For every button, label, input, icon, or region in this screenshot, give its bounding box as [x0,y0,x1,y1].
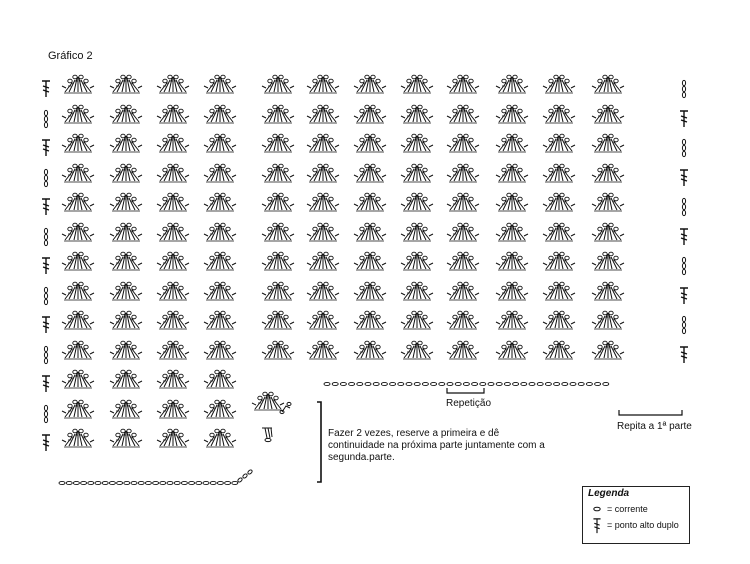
chain-icon [102,481,108,484]
chain-icon [95,481,101,484]
shell-stitch [447,75,479,93]
shell-stitch [204,105,236,123]
shell-stitch [307,223,339,241]
chain-icon [682,80,685,97]
shell-stitch [262,282,294,300]
shell-stitch [110,341,142,359]
chain-icon [59,481,65,484]
shell-stitch [496,164,528,182]
shell-stitch [447,134,479,152]
shell-stitch [447,193,479,211]
shell-stitch [401,134,433,152]
shell-stitch [110,193,142,211]
shell-stitch [354,311,386,329]
shell-stitch [157,134,189,152]
shell-stitch [262,193,294,211]
note-brace [317,402,321,482]
chain-icon [431,382,437,385]
shell-stitch [496,75,528,93]
double-crochet-icon [42,376,50,392]
chain-oval-icon [591,502,603,518]
shell-stitch [204,193,236,211]
chain-icon [521,382,527,385]
shell-stitch [354,193,386,211]
chain-icon [595,382,601,385]
chain-icon [324,382,330,385]
shell-stitch [307,252,339,270]
shell-stitch [447,252,479,270]
chain-icon [406,382,412,385]
chain-icon [373,382,379,385]
shell-stitch [110,311,142,329]
chain-icon [232,481,238,484]
chain-icon [189,481,195,484]
chain-icon [513,382,519,385]
shell-stitch [543,105,575,123]
shell-stitch [204,252,236,270]
shell-stitch [592,223,624,241]
chain-icon [463,382,469,385]
shell-stitch [543,252,575,270]
shell-stitch [110,134,142,152]
shell-stitch [62,164,94,182]
shell-stitch [204,223,236,241]
chain-icon [203,481,209,484]
shell-stitch [354,105,386,123]
shell-stitch [543,311,575,329]
shell-stitch [110,223,142,241]
shell-stitch [496,341,528,359]
repetition-label: Repetição [446,398,492,409]
shell-stitch [496,134,528,152]
shell-stitch [307,311,339,329]
chain-icon [504,382,510,385]
chain-icon [537,382,543,385]
chain-icon [545,382,551,385]
shell-stitch [401,341,433,359]
foundation-chain-right [324,382,609,385]
chain-icon [44,405,47,422]
shell-stitch [204,341,236,359]
shell-stitch [262,223,294,241]
legend-item-double-crochet [587,518,687,534]
chain-icon [422,382,428,385]
chain-icon [167,481,173,484]
shell-stitch [592,311,624,329]
repeat-first-part-label: Repita a 1ª parte [617,421,692,432]
shell-stitch [401,311,433,329]
chain-icon [160,481,166,484]
chain-icon [81,481,87,484]
shell-stitch [262,311,294,329]
chain-icon [365,382,371,385]
chain-icon [682,257,685,274]
shell-stitch [62,429,94,447]
shell-stitch [110,75,142,93]
chain-icon [414,382,420,385]
chain-icon [682,198,685,215]
shell-stitch [401,223,433,241]
shell-stitch [204,134,236,152]
shell-stitch [157,341,189,359]
chain-icon [124,481,130,484]
chain-icon [447,382,453,385]
chain-icon [44,346,47,363]
chain-icon [44,287,47,304]
legend-label-double-crochet: = ponto alto duplo [607,520,679,530]
shell-stitch [204,75,236,93]
shell-stitch [354,341,386,359]
shell-stitch [592,164,624,182]
shell-stitch [110,252,142,270]
shell-stitch [307,134,339,152]
shell-stitch [157,193,189,211]
shell-stitch [496,311,528,329]
chain-icon [398,382,404,385]
legend-label-chain: = corrente [607,504,648,514]
shell-stitch [543,164,575,182]
foundation-chain-left [59,481,238,484]
chain-icon [340,382,346,385]
chain-icon [390,382,396,385]
chain-icon [682,316,685,333]
shell-stitch [262,252,294,270]
shell-stitch [592,252,624,270]
shell-stitch [157,223,189,241]
shell-stitch [262,75,294,93]
shell-stitch [204,164,236,182]
shell-stitch [262,164,294,182]
shell-stitch [204,311,236,329]
shell-stitch [354,164,386,182]
double-crochet-icon [680,111,688,127]
shell-stitch [496,282,528,300]
shell-stitch [592,75,624,93]
chain-icon [181,481,187,484]
shell-stitch [496,105,528,123]
shell-stitch [204,400,236,418]
chain-icon [357,382,363,385]
chain-icon [496,382,502,385]
shell-stitch [157,370,189,388]
shell-stitch [157,164,189,182]
double-crochet-icon [42,317,50,333]
shell-stitch [592,105,624,123]
chain-icon [586,382,592,385]
chain-icon [225,481,231,484]
shell-stitch [401,75,433,93]
shell-stitch [62,223,94,241]
repeat-first-bracket [619,410,682,415]
shell-stitch [307,75,339,93]
chain-icon [381,382,387,385]
chain-icon [210,481,216,484]
shell-stitch [62,370,94,388]
shell-stitch [592,134,624,152]
chain-icon [73,481,79,484]
instruction-note: Fazer 2 vezes, reserve a primeira e dê continuidade na próxima parte juntamente com a segunda.parte. [328,428,545,463]
partial-shell-step [237,392,291,483]
shell-stitch [354,223,386,241]
shell-stitch [401,193,433,211]
shell-stitch [447,311,479,329]
shell-stitch [354,252,386,270]
shell-stitch [204,282,236,300]
chain-icon [439,382,445,385]
shell-stitch [110,429,142,447]
shell-stitch [307,164,339,182]
shell-stitch [110,105,142,123]
chain-icon [480,382,486,385]
shell-stitch [354,134,386,152]
shell-stitch [157,311,189,329]
shell-stitch [262,341,294,359]
shell-stitch [307,105,339,123]
shell-stitch [62,252,94,270]
legend-item-chain [587,502,687,518]
double-crochet-icon [680,347,688,363]
shell-stitch [496,193,528,211]
chain-icon [488,382,494,385]
shell-stitch [307,193,339,211]
shell-stitch [157,282,189,300]
shell-stitch [157,429,189,447]
shell-stitch [447,105,479,123]
shell-stitch [157,105,189,123]
shell-stitch [110,370,142,388]
chain-icon [349,382,355,385]
shell-stitch [401,282,433,300]
shell-stitch [592,341,624,359]
double-crochet-icon [591,518,603,534]
double-crochet-icon [42,258,50,274]
shell-stitch [543,75,575,93]
shell-stitch [447,341,479,359]
chain-icon [217,481,223,484]
shell-stitch [204,370,236,388]
shell-stitch [543,341,575,359]
repetition-bracket [447,388,484,393]
chain-icon [44,110,47,127]
legend-title: Legenda [588,488,630,499]
chain-icon [554,382,560,385]
double-crochet-icon [680,170,688,186]
chain-icon [66,481,72,484]
chain-icon [455,382,461,385]
shell-stitch [262,105,294,123]
shell-stitch [543,134,575,152]
shell-stitch [62,311,94,329]
shell-stitch [447,164,479,182]
chain-icon [332,382,338,385]
shell-stitch [62,105,94,123]
shell-stitch [62,75,94,93]
double-crochet-icon [42,199,50,215]
shell-stitch [307,341,339,359]
double-crochet-icon [680,229,688,245]
shell-stitch [62,400,94,418]
double-crochet-icon [42,81,50,97]
chain-icon [529,382,535,385]
shell-grid-right [262,75,624,359]
shell-stitch [543,282,575,300]
shell-stitch [496,223,528,241]
row-turn-symbols-left [42,81,50,451]
chain-icon [570,382,576,385]
shell-stitch [157,252,189,270]
shell-stitch [354,75,386,93]
shell-stitch [62,282,94,300]
chain-icon [138,481,144,484]
row-turn-symbols-right [680,80,688,363]
chart-title: Gráfico 2 [48,50,93,62]
chain-icon [44,169,47,186]
shell-stitch [354,282,386,300]
chain-icon [578,382,584,385]
chain-icon [109,481,115,484]
shell-stitch [157,75,189,93]
double-crochet-icon [680,288,688,304]
legend-box [582,486,690,544]
chain-icon [196,481,202,484]
shell-stitch [110,164,142,182]
chain-icon [131,481,137,484]
shell-grid-left [62,75,236,447]
shell-stitch [110,282,142,300]
chain-icon [472,382,478,385]
shell-stitch [447,223,479,241]
shell-stitch [62,134,94,152]
chain-icon [174,481,180,484]
double-crochet-icon [42,435,50,451]
chain-icon [44,228,47,245]
shell-stitch [157,400,189,418]
shell-stitch [592,193,624,211]
shell-stitch [204,429,236,447]
shell-stitch [401,164,433,182]
shell-stitch [62,341,94,359]
chain-icon [562,382,568,385]
shell-stitch [401,252,433,270]
chain-icon [603,382,609,385]
shell-stitch [447,282,479,300]
shell-stitch [543,223,575,241]
shell-stitch [592,282,624,300]
chain-icon [117,481,123,484]
shell-stitch [496,252,528,270]
shell-stitch [110,400,142,418]
shell-stitch [307,282,339,300]
shell-stitch [262,134,294,152]
shell-stitch [401,105,433,123]
chain-icon [145,481,151,484]
chain-icon [682,139,685,156]
shell-stitch [543,193,575,211]
double-crochet-icon [42,140,50,156]
chain-icon [88,481,94,484]
shell-stitch [62,193,94,211]
chain-icon [153,481,159,484]
